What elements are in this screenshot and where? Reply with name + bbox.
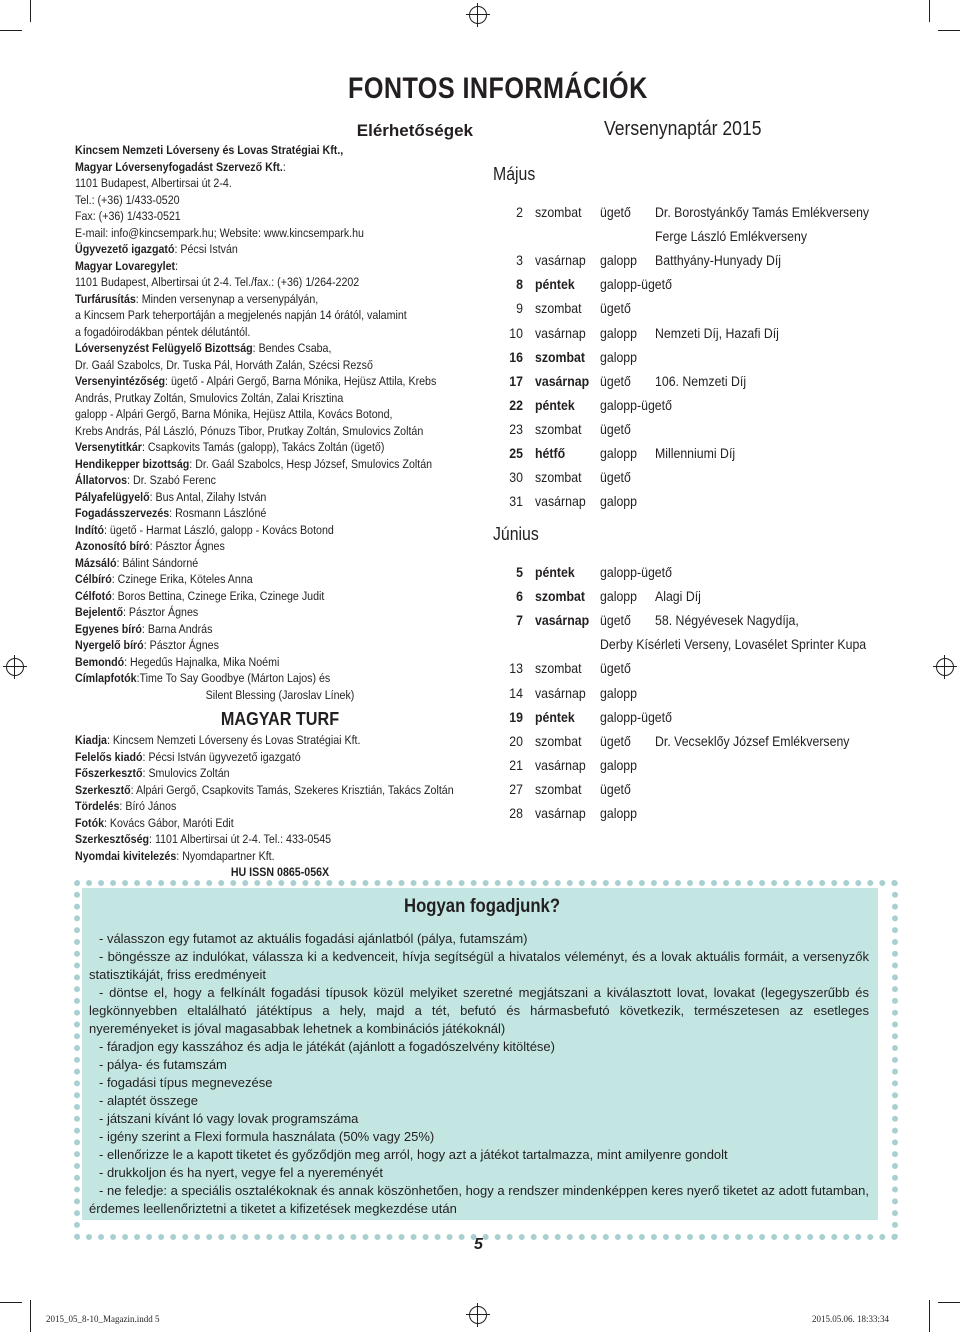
info-line (75, 159, 428, 176)
info-label: Hendikepper bizottság (75, 456, 190, 471)
calendar-row (493, 373, 933, 397)
info-label: HU ISSN 0865-056X (230, 865, 330, 879)
race-day: 10 (509, 324, 523, 341)
info-line (75, 208, 428, 225)
race-day: 27 (509, 780, 523, 797)
info-line (75, 489, 428, 506)
info-label: Bemondó (75, 654, 125, 669)
calendar-row (493, 325, 933, 349)
info-label: Szerkesztőség (75, 832, 150, 846)
race-type: ügető (600, 732, 631, 749)
howto-item: - pálya- és futamszám (99, 1057, 227, 1072)
info-value: : Pásztor Ágnes (149, 539, 225, 553)
info-label: Azonosító bíró (75, 539, 150, 553)
info-label: Fogadásszervezés (75, 506, 170, 520)
info-line (75, 831, 428, 848)
info-line (75, 357, 428, 374)
race-event: Millenniumi Díj (655, 445, 736, 461)
info-value: : 1101 Albertirsai út 2-4. Tel.: 433-0545 (149, 832, 332, 846)
calendar-row (493, 300, 933, 324)
race-day: 2 (516, 204, 523, 220)
race-event: Batthyány-Hunyady Díj (655, 252, 782, 269)
info-label: Nyomdai kivitelezés (75, 848, 177, 863)
calendar-row (493, 349, 933, 373)
crop-mark (929, 0, 930, 22)
race-type: ügető (600, 420, 631, 437)
race-type: Derby Kísérleti Verseny, Lovasélet Sprinter Kupa (600, 636, 867, 653)
info-label: Fotók (75, 815, 105, 830)
info-line (75, 538, 428, 555)
info-label: Versenyintézőség (75, 374, 166, 388)
race-day: 25 (509, 445, 523, 461)
race-type: galopp (600, 684, 638, 701)
calendar-row (493, 660, 933, 684)
info-label: Ügyvezető igazgató (75, 242, 175, 256)
info-line (75, 555, 428, 572)
info-value: : (175, 258, 179, 273)
info-label: Lóversenyzést Felügyelő Bizottság (75, 341, 253, 355)
race-type: galopp (600, 348, 638, 365)
race-day: 5 (516, 564, 523, 580)
contacts-list (75, 142, 485, 703)
info-value: : Dr. Szabó Ferenc (127, 473, 216, 487)
calendar-row (493, 276, 933, 300)
registration-mark-icon (6, 658, 24, 676)
page-title: FONTOS INFORMÁCIÓK (348, 72, 648, 105)
info-value: : Bíró János (119, 799, 177, 813)
info-value: András, Prutkay Zoltán, Smulovics Zoltán, Zalai Krisztina (75, 390, 344, 405)
howto-item: - böngéssze az indulókat, válassza ki a kedvenceit, hívja segítségül a hivatalos véleményt, és a lovak aktuális formáit, a versenyzők statisztikáját, friss eredményeit (89, 949, 869, 982)
crop-mark (30, 1300, 31, 1332)
race-type: galopp (600, 588, 638, 605)
race-day: 23 (509, 420, 523, 437)
info-line (75, 175, 428, 192)
race-type: ügető (600, 204, 631, 220)
race-weekday: szombat (535, 300, 582, 317)
race-type: galopp-ügető (600, 708, 672, 725)
month-heading: Június (493, 524, 539, 544)
race-day: 16 (509, 348, 523, 365)
info-value: : Pásztor Ágnes (122, 605, 199, 619)
info-line (75, 848, 428, 865)
calendar-row (493, 445, 933, 469)
race-weekday: vasárnap (535, 756, 586, 773)
crop-mark (938, 1302, 960, 1303)
info-value: : Pásztor Ágnes (143, 638, 219, 652)
info-label: Mázsáló (75, 555, 117, 570)
howto-item: - drukkoljon és ha nyert, vegye fel a nyereményét (99, 1165, 383, 1180)
registration-mark-icon (936, 658, 954, 676)
info-line (75, 505, 428, 522)
calendar-row (493, 612, 933, 636)
calendar-row (493, 781, 933, 805)
info-value: : Czinege Erika, Köteles Anna (111, 572, 253, 586)
info-line (75, 588, 428, 605)
race-type: ügető (600, 612, 631, 629)
crop-mark (929, 1300, 930, 1332)
info-value: : ügető - Harmat László, galopp - Kovács Botond (103, 522, 334, 537)
info-line (75, 472, 428, 489)
race-weekday: szombat (535, 420, 582, 437)
info-value: : Pécsi István ügyvezető igazgató (142, 749, 301, 764)
howto-list (89, 930, 869, 1218)
file-slug: 2015_05_8-10_Magazin.indd 5 (46, 1314, 160, 1324)
info-value: Krebs András, Pál László, Pónuzs Tibor, Prutkay Zoltán, Smulovics Zoltán (75, 423, 424, 438)
info-line (75, 670, 428, 687)
race-type: galopp (600, 252, 638, 269)
race-weekday: vasárnap (535, 684, 586, 701)
race-type: galopp-ügető (600, 396, 672, 413)
race-weekday: vasárnap (535, 324, 586, 341)
info-line (75, 621, 428, 638)
info-line (75, 732, 428, 749)
race-type: galopp-ügető (600, 564, 672, 580)
howto-title: Hogyan fogadjunk? (404, 896, 561, 917)
calendar-row (493, 397, 933, 421)
calendar-row (493, 588, 933, 612)
race-type: ügető (600, 372, 631, 389)
info-line (104, 687, 457, 704)
race-weekday: vasárnap (535, 805, 586, 821)
info-label: Kincsem Nemzeti Lóverseny és Lovas Stratégiai Kft., (75, 143, 344, 157)
race-day: 7 (516, 612, 523, 629)
race-day: 28 (509, 805, 523, 821)
info-value: : Minden versenynap a versenypályán, (135, 291, 319, 306)
info-value: : Kincsem Nemzeti Lóverseny és Lovas Stratégiai Kft. (106, 733, 361, 747)
calendar-row (493, 252, 933, 276)
info-value: : Bálint Sándorné (116, 555, 199, 570)
info-label: Indító (75, 522, 104, 537)
howto-item: - igény szerint a Flexi formula használata (50% vagy 25%) (99, 1129, 435, 1144)
info-value: : Nyomdapartner Kft. (176, 848, 275, 863)
calendar-row (493, 564, 933, 588)
calendar-row (493, 228, 933, 252)
info-value: a Kincsem Park teherportáján a megjelenés napján 14 órától, valamint (75, 308, 407, 322)
month-heading: Május (493, 164, 536, 184)
calendar-row (493, 709, 933, 733)
howto-item: - döntse el, hogy a felkínált fogadási típusok közül melyiket szeretné megjátszani a kiválasztott lovat, lovakat (legegyszerűbb és legkönnyebben eltalálható játéktípus a hely, majd a tét, befutó és hármasbefutó következik, természetesen az esetleges nyereményeket is jóval magasabbak lehetnek a kombinációs játékoknál) (89, 985, 869, 1036)
info-label: Egyenes bíró (75, 621, 142, 636)
registration-mark-icon (469, 1306, 487, 1324)
calendar-row (493, 733, 933, 757)
info-value: Silent Blessing (Jaroslav Línek) (205, 687, 355, 702)
calendar-row (493, 204, 933, 228)
race-weekday: péntek (535, 708, 575, 725)
race-day: 17 (509, 372, 523, 389)
info-line (75, 192, 428, 209)
race-weekday: péntek (535, 564, 575, 580)
info-label: Magyar Lóversenyfogadást Szervező Kft. (75, 159, 283, 174)
info-value: : Rosmann Lászlóné (169, 506, 267, 520)
info-line (75, 423, 428, 440)
info-label: Címlapfotók (75, 671, 137, 685)
race-event: Nemzeti Díj, Hazafi Díj (655, 324, 779, 341)
howto-item: - játszani kívánt ló vagy lovak programszáma (99, 1111, 359, 1126)
info-value: galopp - Alpári Gergő, Barna Mónika, Hejüsz Attila, Kovács Botond, (75, 407, 393, 421)
race-weekday: szombat (535, 660, 582, 677)
info-value: : Kovács Gábor, Maróti Edit (104, 815, 234, 830)
race-event: 58. Négyévesek Nagydíja, (655, 612, 799, 629)
race-type: galopp (600, 445, 638, 461)
info-label: Versenytitkár (75, 440, 142, 454)
calendar-row (493, 685, 933, 709)
info-line (75, 241, 428, 258)
info-line (75, 373, 437, 390)
race-event: Ferge László Emlékverseny (655, 228, 808, 245)
info-label: Bejelentő (75, 605, 123, 619)
race-day: 8 (516, 276, 523, 293)
race-event: Dr. Vecseklőy József Emlékverseny (655, 732, 850, 749)
registration-mark-icon (469, 6, 487, 24)
howto-item: - ne feledje: a speciális osztalékoknak és annak köszönhetően, hogy a rendszer mindenképpen keres nyerő tiketet az adott futamban, érdemes leellenőriztetni a tiketet a kifizetések megkezdése után (89, 1183, 869, 1216)
info-value: Fax: (+36) 1/433-0521 (75, 209, 181, 223)
race-day: 31 (509, 493, 523, 510)
info-label: Kiadja (75, 733, 107, 747)
info-value: : Hegedűs Hajnalka, Mika Noémi (124, 654, 280, 669)
info-value: 1101 Budapest, Albertirsai út 2-4. (75, 176, 232, 190)
info-value: E-mail: info@kincsempark.hu; Website: www.kincsempark.hu (75, 225, 364, 240)
race-type: ügető (600, 300, 631, 317)
info-label: Pályafelügyelő (75, 489, 150, 504)
race-weekday: szombat (535, 588, 585, 605)
race-type: galopp (600, 324, 638, 341)
info-line (104, 864, 457, 881)
info-value: 1101 Budapest, Albertirsai út 2-4. Tel./fax.: (+36) 1/264-2202 (75, 275, 360, 289)
crop-mark (0, 30, 22, 31)
race-day: 21 (509, 756, 523, 773)
race-day: 6 (516, 588, 523, 605)
info-line (75, 522, 428, 539)
info-label: Magyar Lovaregylet (75, 258, 176, 273)
info-line (75, 654, 428, 671)
info-line (75, 406, 428, 423)
race-weekday: vasárnap (535, 612, 590, 629)
info-line (75, 258, 428, 275)
howto-item: - alaptét összege (99, 1093, 199, 1108)
info-label: Célbíró (75, 572, 112, 586)
info-line (75, 765, 428, 782)
calendar-row (493, 757, 933, 781)
info-value: : Boros Bettina, Czinege Erika, Czinege Judit (111, 588, 325, 603)
info-value: Tel.: (+36) 1/433-0520 (75, 192, 180, 207)
info-line (75, 782, 454, 799)
race-weekday: szombat (535, 204, 582, 220)
crop-mark (0, 1302, 22, 1303)
howto-item: - ellenőrizze le a kapott tiketet és győződjön meg arról, hogy azt a játékot tartalmazza, mint amilyenre gondolt (99, 1147, 728, 1162)
race-type: ügető (600, 780, 631, 797)
info-value: : Bendes Csaba, (252, 341, 332, 355)
calendar-row (493, 493, 933, 517)
calendar-row (493, 421, 933, 445)
contacts-heading: Elérhetőségek (356, 121, 473, 140)
race-day: 13 (509, 660, 523, 677)
info-line (75, 324, 428, 341)
info-line (75, 274, 428, 291)
race-event: Alagi Díj (655, 588, 701, 605)
race-weekday: péntek (535, 396, 575, 413)
howto-item: - fogadási típus megnevezése (99, 1075, 273, 1090)
info-line (75, 749, 428, 766)
info-line (75, 390, 428, 407)
info-value: : Alpári Gergő, Csapkovits Tamás, Szekeres Krisztián, Takács Zoltán (130, 782, 454, 797)
contacts-column (75, 120, 485, 881)
race-type: galopp-ügető (600, 276, 672, 293)
info-label: Felelős kiadó (75, 749, 143, 764)
info-label: Szerkesztő (75, 782, 131, 797)
info-line (75, 637, 428, 654)
info-value: : Pécsi István (174, 242, 238, 256)
info-value: :Time To Say Goodbye (Márton Lajos) és (136, 671, 331, 685)
race-day: 19 (509, 708, 523, 725)
calendar-title: Versenynaptár 2015 (604, 118, 762, 140)
info-label: Állatorvos (75, 473, 128, 487)
info-value: : Barna András (141, 621, 213, 636)
race-weekday: vasárnap (535, 372, 590, 389)
info-line (75, 142, 428, 159)
howto-item: - fáradjon egy kasszához és adja le játékát (ajánlott a fogadószelvény kitöltése) (99, 1039, 555, 1054)
info-label: Nyergelő bíró (75, 638, 144, 652)
imprint-list (75, 732, 485, 881)
info-value: Dr. Gaál Szabolcs, Dr. Tuska Pál, Horváth Zalán, Szécsi Rezső (75, 357, 373, 372)
info-label: Célfotó (75, 588, 112, 603)
race-weekday: szombat (535, 469, 582, 486)
info-value: : Csapkovits Tamás (galopp), Takács Zoltán (ügető) (141, 440, 385, 454)
info-value: : Dr. Gaál Szabolcs, Hesp József, Smulovics Zoltán (189, 456, 433, 471)
race-event: Dr. Borostyánkőy Tamás Emlékverseny (655, 204, 870, 220)
info-value: : Smulovics Zoltán (142, 766, 230, 780)
info-label: Turfárusítás (75, 291, 136, 306)
race-day: 30 (509, 469, 523, 486)
info-value: : (282, 159, 286, 174)
calendar-row (493, 805, 933, 829)
page-number: 5 (474, 1236, 483, 1253)
race-day: 3 (516, 252, 523, 269)
info-line (75, 307, 428, 324)
race-type: galopp (600, 493, 638, 510)
race-weekday: szombat (535, 348, 585, 365)
info-line (75, 798, 428, 815)
race-weekday: péntek (535, 276, 575, 293)
race-weekday: szombat (535, 732, 582, 749)
race-weekday: vasárnap (535, 252, 586, 269)
timestamp-slug: 2015.05.06. 18:33:34 (812, 1314, 890, 1324)
info-value: : Bus Antal, Zilahy István (149, 489, 267, 504)
howto-item: - válasszon egy futamot az aktuális fogadási ajánlatból (pálya, futamszám) (99, 931, 528, 946)
race-type: ügető (600, 469, 631, 486)
race-weekday: szombat (535, 780, 582, 797)
info-label: Főszerkesztő (75, 766, 143, 780)
race-day: 20 (509, 732, 523, 749)
race-type: galopp (600, 756, 638, 773)
race-type: galopp (600, 805, 638, 821)
crop-mark (938, 30, 960, 31)
race-weekday: vasárnap (535, 493, 586, 510)
race-weekday: hétfő (535, 445, 566, 461)
info-line (75, 340, 428, 357)
info-line (75, 439, 428, 456)
info-line (75, 225, 428, 242)
magazine-heading: MAGYAR TURF (220, 709, 340, 729)
calendar-row (493, 636, 933, 660)
info-label: Tördelés (75, 799, 120, 813)
info-line (75, 604, 428, 621)
info-line (75, 815, 428, 832)
crop-mark (30, 0, 31, 22)
race-day: 9 (516, 300, 523, 317)
info-line (75, 456, 433, 473)
info-line (75, 571, 428, 588)
info-value: a fogadóirodákban péntek délutántól. (75, 324, 251, 339)
race-day: 22 (509, 396, 523, 413)
race-event: 106. Nemzeti Díj (655, 372, 747, 389)
race-day: 14 (509, 684, 523, 701)
info-value: : ügető - Alpári Gergő, Barna Mónika, Hejüsz Attila, Krebs (165, 374, 437, 388)
calendar-row (493, 469, 933, 493)
race-type: ügető (600, 660, 631, 677)
info-line (75, 291, 428, 308)
